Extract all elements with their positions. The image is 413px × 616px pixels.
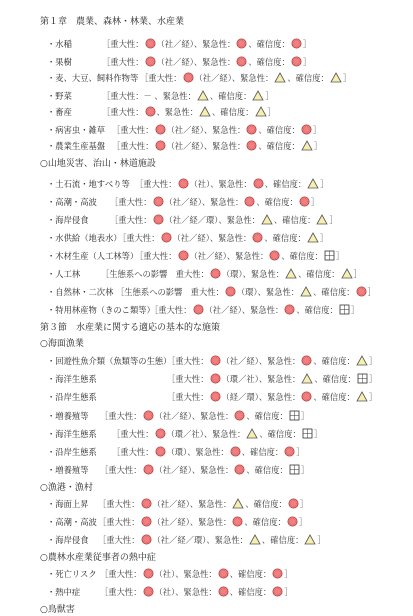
circle-rating-icon: [210, 355, 221, 366]
triangle-rating-icon: [301, 373, 313, 384]
detail-text: ］: [265, 91, 274, 101]
rating-detail: [100, 586, 293, 598]
detail-text: （社／経）、緊急性：: [154, 465, 234, 475]
section-bird: [40, 604, 413, 616]
detail-text: ［重大性：: [112, 447, 154, 457]
detail-text: ］: [284, 569, 293, 579]
detail-text: ］: [313, 429, 323, 439]
circle-rating-icon: [141, 516, 152, 527]
item-label: ・野菜: [47, 91, 72, 101]
detail-text: （環／社）、緊急性：: [221, 374, 301, 384]
detail-text: ［重大性：: [167, 374, 209, 384]
section-sea: [40, 338, 413, 350]
rating-detail: [102, 90, 274, 102]
detail-text: ］: [302, 39, 312, 49]
circle-rating-icon: [252, 232, 263, 243]
rating-detail: [112, 446, 305, 458]
section-sea-text: ○海面漁業: [40, 339, 84, 349]
detail-text: （社／経）、緊急性：: [204, 305, 284, 315]
circle-rating-icon: [145, 106, 156, 117]
circle-rating-icon: [234, 464, 245, 475]
circle-rating-icon: [143, 410, 154, 421]
circle-rating-icon: [210, 373, 221, 384]
detail-text: （社）、緊急性：: [154, 587, 217, 597]
item-label: ・沿岸生態系: [47, 447, 97, 457]
circle-rating-icon: [143, 464, 154, 475]
detail-text: （社／経）、緊急性：: [194, 73, 274, 83]
circle-rating-icon: [153, 196, 164, 207]
detail-text: 、確信度：: [209, 91, 252, 101]
triangle-rating-icon: [249, 534, 261, 545]
detail-text: 、確信度：: [296, 305, 338, 315]
detail-text: ［重大性：: [167, 356, 209, 366]
detail-text: ［重大性：: [112, 429, 154, 439]
item-label: ・病害虫・雑草: [47, 125, 106, 135]
circle-rating-icon: [253, 178, 264, 189]
item-label: ・果樹: [47, 57, 72, 67]
detail-text: ］: [367, 287, 376, 297]
detail-text: ［重大性：: [102, 57, 144, 67]
detail-text: ］: [300, 465, 310, 475]
triangle-rating-icon: [285, 268, 297, 279]
rating-detail: [167, 391, 377, 403]
rating-detail: [167, 373, 377, 385]
item-label: ・死亡リスク: [47, 569, 97, 579]
detail-text: （社／経）、緊急性：: [172, 233, 252, 243]
circle-rating-icon: [236, 38, 247, 49]
detail-text: （社）、緊急性：: [154, 569, 217, 579]
circle-rating-icon: [356, 286, 367, 297]
detail-text: 、確信度：: [256, 197, 298, 207]
circle-rating-icon: [291, 56, 302, 67]
detail-text: ］: [310, 197, 320, 207]
item-label: ・木材生産（人工林等）: [47, 251, 139, 261]
triangle-rating-icon: [307, 178, 319, 189]
detail-text: 、確信度：: [298, 269, 340, 279]
circle-rating-icon: [272, 586, 283, 597]
square-rating-icon: [339, 304, 350, 315]
rating-detail: [167, 355, 377, 367]
detail-text: ］: [342, 73, 352, 83]
item-label: ・高潮・高波: [47, 517, 97, 527]
circle-rating-icon: [288, 498, 299, 509]
detail-text: ［重大性：: [135, 179, 177, 189]
detail-text: ］: [284, 587, 293, 597]
item-label: ・畜産: [47, 107, 72, 117]
rating-detail: [102, 38, 311, 50]
rating-detail: [112, 428, 322, 440]
detail-text: 、確信度：: [287, 73, 329, 83]
section-3-title-text: 第３節 水産業に関する適応の基本的な施策: [40, 323, 221, 333]
detail-text: 、確信度：: [229, 587, 272, 597]
detail-text: 、確信度：: [248, 57, 290, 67]
circle-rating-icon: [218, 586, 229, 597]
circle-rating-icon: [269, 250, 280, 261]
detail-text: （社／経）、緊急性：: [221, 356, 301, 366]
detail-text: ］: [302, 57, 312, 67]
detail-text: 、確信度：: [264, 233, 306, 243]
square-rating-icon: [289, 464, 300, 475]
square-rating-icon: [302, 428, 313, 439]
detail-text: ［重大性：: [100, 587, 142, 597]
triangle-rating-icon: [246, 428, 258, 439]
section-3-title: [40, 322, 413, 334]
item-label: ・自然林・二次林: [47, 287, 114, 297]
square-rating-icon: [357, 373, 368, 384]
item-label: ・海洋生態系: [47, 429, 97, 439]
rating-detail: [101, 268, 362, 280]
rating-detail: [102, 56, 311, 68]
circle-rating-icon: [145, 56, 156, 67]
triangle-rating-icon: [261, 214, 273, 225]
detail-text: （社／経）、緊急性：: [152, 499, 232, 509]
detail-text: ［重大性：: [118, 233, 160, 243]
circle-rating-icon: [284, 446, 295, 457]
detail-text: 、確信度：: [244, 517, 286, 527]
detail-text: ］: [353, 269, 362, 279]
detail-text: ］: [320, 179, 329, 189]
detail-text: ］: [368, 392, 378, 402]
item-label: ・増養殖等: [47, 411, 89, 421]
triangle-rating-icon: [199, 106, 211, 117]
circle-rating-icon: [193, 304, 204, 315]
detail-text: ［重大性：: [135, 251, 177, 261]
section-port-text: ○漁港・漁村: [40, 483, 93, 493]
item-label: ・農業生産基盤: [47, 141, 106, 151]
detail-text: （環）、緊急性：: [236, 287, 300, 297]
detail-text: （社／経）、緊急性：: [189, 251, 269, 261]
circle-rating-icon: [291, 38, 302, 49]
circle-rating-icon: [246, 124, 257, 135]
circle-rating-icon: [210, 268, 221, 279]
detail-text: 、確信度：: [261, 535, 304, 545]
detail-text: ［重大性：: [110, 197, 152, 207]
detail-text: 、確信度：: [229, 569, 272, 579]
triangle-rating-icon: [300, 286, 312, 297]
detail-text: ［重大性：: [110, 215, 152, 225]
detail-text: ］: [368, 356, 378, 366]
detail-text: ］: [298, 517, 308, 527]
rating-detail: [110, 196, 319, 208]
circle-rating-icon: [153, 214, 164, 225]
detail-text: 、確信度：: [241, 447, 284, 457]
detail-text: （社／経）、緊急性：: [156, 57, 236, 67]
detail-text: 、確信度：: [246, 465, 288, 475]
circle-rating-icon: [155, 124, 166, 135]
detail-text: 、緊急性：: [156, 107, 198, 117]
detail-text: 、確信度：: [259, 429, 301, 439]
item-label: ・高潮・高波: [47, 197, 97, 207]
detail-text: 、確信度：: [313, 356, 355, 366]
detail-text: （環／社）、緊急性：: [166, 429, 246, 439]
triangle-rating-icon: [356, 355, 368, 366]
detail-text: （社／経）、緊急性：: [166, 141, 246, 151]
circle-rating-icon: [225, 286, 236, 297]
rating-detail: [102, 106, 276, 118]
circle-rating-icon: [218, 568, 229, 579]
circle-rating-icon: [143, 568, 154, 579]
detail-text: （社／経）、緊急性：: [152, 517, 232, 527]
section-heat-text: ○農林水産業従事者の熱中症: [40, 553, 156, 563]
detail-text: 、確信度：: [246, 411, 288, 421]
detail-text: （社／経）、緊急性：: [154, 411, 234, 421]
circle-rating-icon: [143, 586, 154, 597]
detail-text: ］: [312, 125, 322, 135]
detail-text: （環）、緊急性：: [221, 269, 285, 279]
detail-text: ］: [313, 141, 323, 151]
detail-text: ［重大性：: [98, 535, 140, 545]
detail-text: 、確信度：: [245, 499, 287, 509]
circle-rating-icon: [287, 516, 298, 527]
detail-text: ［重大性：: [100, 411, 142, 421]
item-label: ・特用林産物（きのこ類等）: [47, 305, 155, 315]
triangle-rating-icon: [316, 214, 328, 225]
triangle-rating-icon: [307, 232, 319, 243]
detail-text: （社）、緊急性：: [189, 179, 252, 189]
item-label: ・熱中症: [47, 587, 81, 597]
item-label: ・回遊性魚介類（魚類等の生態）: [47, 356, 172, 366]
circle-rating-icon: [234, 410, 245, 421]
detail-text: ［生態系への影響 重大性：: [101, 269, 209, 279]
rating-detail: [98, 498, 308, 510]
rating-detail: [112, 124, 321, 136]
circle-rating-icon: [272, 568, 283, 579]
circle-rating-icon: [301, 391, 312, 402]
rating-detail: [98, 534, 326, 546]
detail-text: ］: [296, 447, 305, 457]
circle-rating-icon: [230, 446, 241, 457]
triangle-rating-icon: [330, 72, 342, 83]
square-rating-icon: [289, 410, 300, 421]
rating-detail: [135, 178, 329, 190]
item-label: ・増養殖等: [47, 465, 89, 475]
item-label: ・人工林: [47, 269, 81, 279]
circle-rating-icon: [232, 516, 243, 527]
detail-text: 、確信度：: [258, 141, 300, 151]
rating-detail: [118, 232, 328, 244]
circle-rating-icon: [178, 250, 189, 261]
detail-text: ］: [329, 215, 338, 225]
circle-rating-icon: [301, 355, 312, 366]
item-label: ・海洋生態系: [47, 374, 97, 384]
item-label: ・海岸侵食: [47, 215, 89, 225]
section-bird-text: ○鳥獣害: [40, 605, 75, 615]
detail-text: 、確信度：: [264, 179, 307, 189]
detail-text: ］: [267, 107, 276, 117]
item-label: ・水供給（地表水）: [47, 233, 122, 243]
triangle-rating-icon: [232, 498, 244, 509]
detail-text: ［重大性：: [150, 305, 192, 315]
detail-text: （経／環）、緊急性：: [221, 392, 301, 402]
detail-text: ［重大性：: [100, 569, 142, 579]
circle-rating-icon: [244, 196, 255, 207]
circle-rating-icon: [299, 196, 310, 207]
detail-text: ［重大性：: [112, 125, 154, 135]
detail-text: ［生態系への影響 重大性：: [116, 287, 224, 297]
detail-text: ［重大性：: [98, 499, 140, 509]
detail-text: （社／経）、緊急性：: [156, 39, 236, 49]
detail-text: （環）、緊急性：: [166, 447, 229, 457]
detail-text: ］: [299, 499, 309, 509]
circle-rating-icon: [155, 446, 166, 457]
circle-rating-icon: [141, 498, 152, 509]
circle-rating-icon: [145, 38, 156, 49]
rating-detail: [110, 214, 338, 226]
detail-text: ］: [350, 305, 360, 315]
detail-text: ［重大性：: [100, 465, 142, 475]
rating-detail: [98, 516, 307, 528]
triangle-rating-icon: [301, 140, 313, 151]
rating-detail: [135, 250, 344, 262]
detail-text: ］: [317, 535, 326, 545]
detail-text: （社／経／環）、緊急性：: [164, 215, 260, 225]
item-label: ・海面上昇: [47, 499, 89, 509]
detail-text: 、確信度：: [258, 125, 300, 135]
item-label: ・麦、大豆、飼料作物等: [47, 73, 139, 83]
detail-text: ［重大性：－ 、緊急性：: [102, 91, 196, 101]
item-label: ・土石流・地すべり等: [47, 179, 130, 189]
triangle-rating-icon: [252, 90, 264, 101]
circle-rating-icon: [161, 232, 172, 243]
circle-rating-icon: [210, 391, 221, 402]
detail-text: 、確信度：: [248, 39, 290, 49]
circle-rating-icon: [178, 178, 189, 189]
detail-text: 、確信度：: [314, 374, 356, 384]
item-label: ・海岸侵食: [47, 535, 89, 545]
triangle-rating-icon: [255, 106, 267, 117]
rating-detail: [140, 72, 351, 84]
circle-rating-icon: [236, 56, 247, 67]
detail-text: （社／経）、緊急性：: [164, 197, 244, 207]
circle-rating-icon: [183, 72, 194, 83]
detail-text: ［重大性：: [102, 107, 144, 117]
detail-text: ］: [368, 374, 378, 384]
detail-text: ］: [319, 233, 329, 243]
section-heat: [40, 552, 413, 564]
detail-text: ［重大性：: [112, 141, 154, 151]
square-rating-icon: [324, 250, 335, 261]
detail-text: ］: [335, 251, 345, 261]
chapter-title: [40, 16, 413, 28]
detail-text: ［重大性：: [98, 517, 140, 527]
section-mountain-text: ○山地災害、治山・林道施設: [40, 159, 156, 169]
circle-rating-icon: [246, 140, 257, 151]
section-mountain: [40, 158, 413, 170]
rating-detail: [100, 568, 293, 580]
detail-text: ［重大性：: [140, 73, 182, 83]
circle-rating-icon: [141, 534, 152, 545]
item-label: ・水稲: [47, 39, 72, 49]
detail-text: ［重大性：: [102, 39, 144, 49]
circle-rating-icon: [155, 428, 166, 439]
rating-detail: [100, 464, 309, 476]
chapter-title-text: 第１章 農業、森林・林業、水産業: [40, 17, 185, 27]
detail-text: 、確信度：: [313, 392, 355, 402]
detail-text: 、確信度：: [313, 287, 355, 297]
triangle-rating-icon: [341, 268, 353, 279]
detail-text: 、確信度：: [273, 215, 316, 225]
detail-text: 、確信度：: [212, 107, 254, 117]
rating-detail: [112, 140, 322, 152]
detail-text: 、確信度：: [281, 251, 323, 261]
rating-detail: [150, 304, 359, 316]
triangle-rating-icon: [356, 391, 368, 402]
triangle-rating-icon: [274, 72, 286, 83]
circle-rating-icon: [284, 304, 295, 315]
detail-text: （社／経／環）、緊急性：: [152, 535, 248, 545]
rating-detail: [100, 410, 309, 422]
section-port: [40, 482, 413, 494]
triangle-rating-icon: [304, 534, 316, 545]
triangle-rating-icon: [197, 90, 209, 101]
circle-rating-icon: [155, 140, 166, 151]
circle-rating-icon: [301, 124, 312, 135]
detail-text: ］: [300, 411, 310, 421]
detail-text: ［重大性：: [167, 392, 209, 402]
rating-detail: [116, 286, 376, 298]
detail-text: （社／経）、緊急性：: [166, 125, 246, 135]
item-label: ・沿岸生態系: [47, 392, 97, 402]
